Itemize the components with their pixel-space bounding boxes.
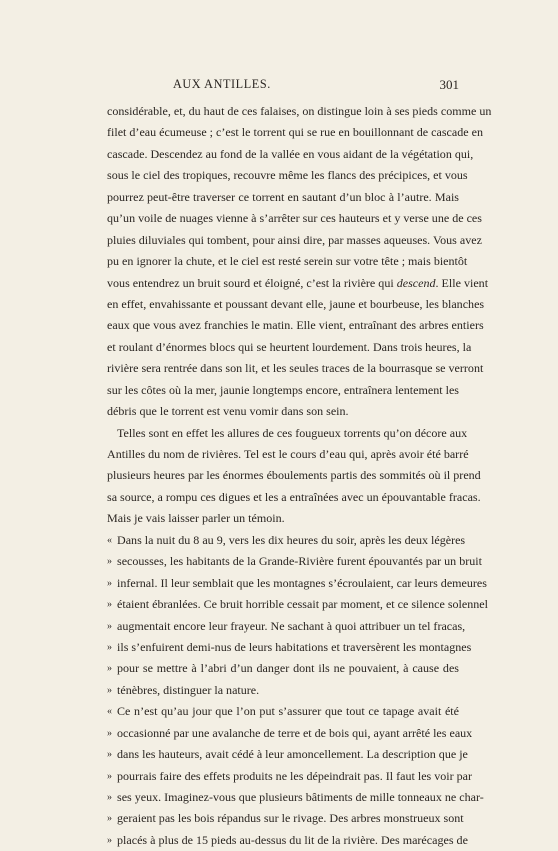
text-segment: occasionné par une avalanche de terre et de bois qui, ayant arrêté les eaux: [117, 725, 473, 740]
text-line: pourrez peut-être traverser ce torrent en sautant d’un bloc à l’autre. Mais: [107, 189, 459, 204]
italic-word: descend: [396, 275, 436, 290]
text-segment: dans les hauteurs, avait cédé à leur amoncellement. La description que je: [117, 747, 468, 762]
quote-mark: »: [107, 813, 112, 825]
text-line: sous le ciel des tropiques, recouvre même les flancs des précipices, et vous: [107, 168, 468, 183]
quote-mark: »: [107, 727, 112, 739]
text-segment: infernal. Il leur semblait que les montagnes s’écroulaient, car leurs demeures: [117, 575, 487, 590]
quote-line: [107, 573, 487, 594]
quote-line: [107, 658, 459, 679]
text-segment: pour se mettre à l’abri d’un danger dont ils ne pouvaient, à cause des: [117, 661, 459, 676]
quote-line: [107, 766, 473, 787]
text-segment: Dans la nuit du 8 au 9, vers les dix heures du soir, après les deux légères: [117, 532, 466, 547]
text-segment: étaient ébranlées. Ce bruit horrible cessait par moment, et ce silence solennel: [117, 597, 488, 612]
quote-mark: »: [107, 556, 112, 568]
text-line: qu’un voile de nuages vienne à s’arrêter sur ces hauteurs et y verse une de ces: [107, 211, 482, 226]
quote-mark: »: [107, 749, 112, 761]
text-segment: pourrais faire des effets produits ne les dépeindrait pas. Il faut les voir par: [117, 768, 473, 783]
quote-line: [107, 723, 473, 744]
text-segment: ils s’enfuirent demi-nus de leurs habitations et traversèrent les montagnes: [117, 639, 472, 654]
text-line: Mais je vais laisser parler un témoin.: [107, 511, 285, 526]
quote-mark: »: [107, 577, 112, 589]
quote-line: [107, 787, 484, 808]
text-line: Antilles du nom de rivières. Tel est le cours d’eau qui, après avoir été barré: [107, 447, 469, 461]
text-line: pluies diluviales qui tombent, pour ainsi dire, par masses aqueuses. Vous avez: [107, 232, 482, 247]
quote-line: [107, 530, 466, 551]
text-segment: placés à plus de 15 pieds au-dessus du lit de la rivière. Des marécages de: [117, 832, 468, 847]
quote-line: [107, 680, 459, 701]
running-head: AUX ANTILLES.: [173, 77, 271, 91]
quote-mark: »: [107, 641, 112, 653]
text-segment: geraient pas les bois répandus sur le rivage. Des arbres monstrueux sont: [117, 811, 464, 826]
text-segment: augmentait encore leur frayeur. Ne sachant à quoi attribuer un tel fracas,: [117, 618, 466, 633]
text-segment: ténèbres, distinguer la nature.: [117, 682, 260, 697]
text-segment: secousses, les habitants de la Grande-Rivière furent épouvantés par un bruit: [117, 554, 482, 569]
quote-line: [107, 701, 459, 722]
text-line: filet d’eau écumeuse ; c’est le torrent qui se rue en bouillonnant de cascade en: [107, 125, 483, 140]
quote-mark: »: [107, 620, 112, 632]
quote-line: [107, 616, 466, 637]
quote-mark: «: [107, 534, 112, 546]
text-line: en effet, envahissante et poussant devant elle, jaune et bourbeuse, les blanches: [107, 296, 485, 311]
text-line: eaux que vous avez franchies le matin. Elle vient, entraînant des arbres entiers: [107, 318, 484, 333]
text-line: pu en ignorer la chute, et le ciel est resté serein sur votre tête ; mais bientôt: [107, 254, 468, 269]
text-segment: ses yeux. Imaginez-vous que plusieurs bâtiments de mille tonneaux ne char-: [117, 790, 484, 804]
text-segment: Ce n’est qu’au jour que l’on put s’assurer que tout ce tapage avait été: [117, 704, 459, 719]
quote-mark: «: [107, 706, 112, 718]
quote-mark: »: [107, 684, 112, 696]
quote-line: [107, 637, 472, 658]
quote-mark: »: [107, 834, 112, 846]
text-line: débris que le torrent est venu vomir dans son sein.: [107, 404, 349, 419]
text-segment: . Elle vient: [435, 275, 489, 290]
quote-line: [107, 551, 482, 572]
text-line: Telles sont en effet les allures de ces fougueux torrents qu’on décore aux: [117, 425, 468, 440]
quote-line: [107, 808, 464, 829]
quote-line: [107, 830, 468, 851]
text-line: plusieurs heures par les énormes éboulements partis des sommités où il prend: [107, 468, 481, 483]
text-line: rivière sera rentrée dans son lit, et les seules traces de la bourrasque se verront: [107, 361, 484, 376]
quote-line: [107, 594, 488, 615]
quote-mark: »: [107, 792, 112, 803]
body-text: [107, 101, 492, 851]
text-segment: vous entendrez un bruit sourd et éloigné, c’est la rivière qui: [107, 275, 394, 290]
page-header: [107, 77, 459, 95]
text-line: [107, 273, 489, 294]
text-line: et roulant d’énormes blocs qui se heurtent lourdement. Dans trois heures, la: [107, 339, 472, 354]
text-line: sa source, a rompu ces digues et les a entraînées avec un épouvantable fracas.: [107, 489, 481, 504]
quote-mark: »: [107, 599, 112, 611]
quote-mark: »: [107, 770, 112, 782]
quote-mark: »: [107, 663, 112, 675]
text-line: cascade. Descendez au fond de la vallée en vous aidant de la végétation qui,: [107, 146, 474, 161]
text-line: considérable, et, du haut de ces falaises, on distingue loin à ses pieds comme un: [107, 104, 492, 118]
quote-line: [107, 744, 468, 765]
page-number: 301: [439, 77, 459, 92]
text-line: sur les côtes où la mer, jaunie longtemps encore, entraînera lentement les: [107, 382, 459, 397]
